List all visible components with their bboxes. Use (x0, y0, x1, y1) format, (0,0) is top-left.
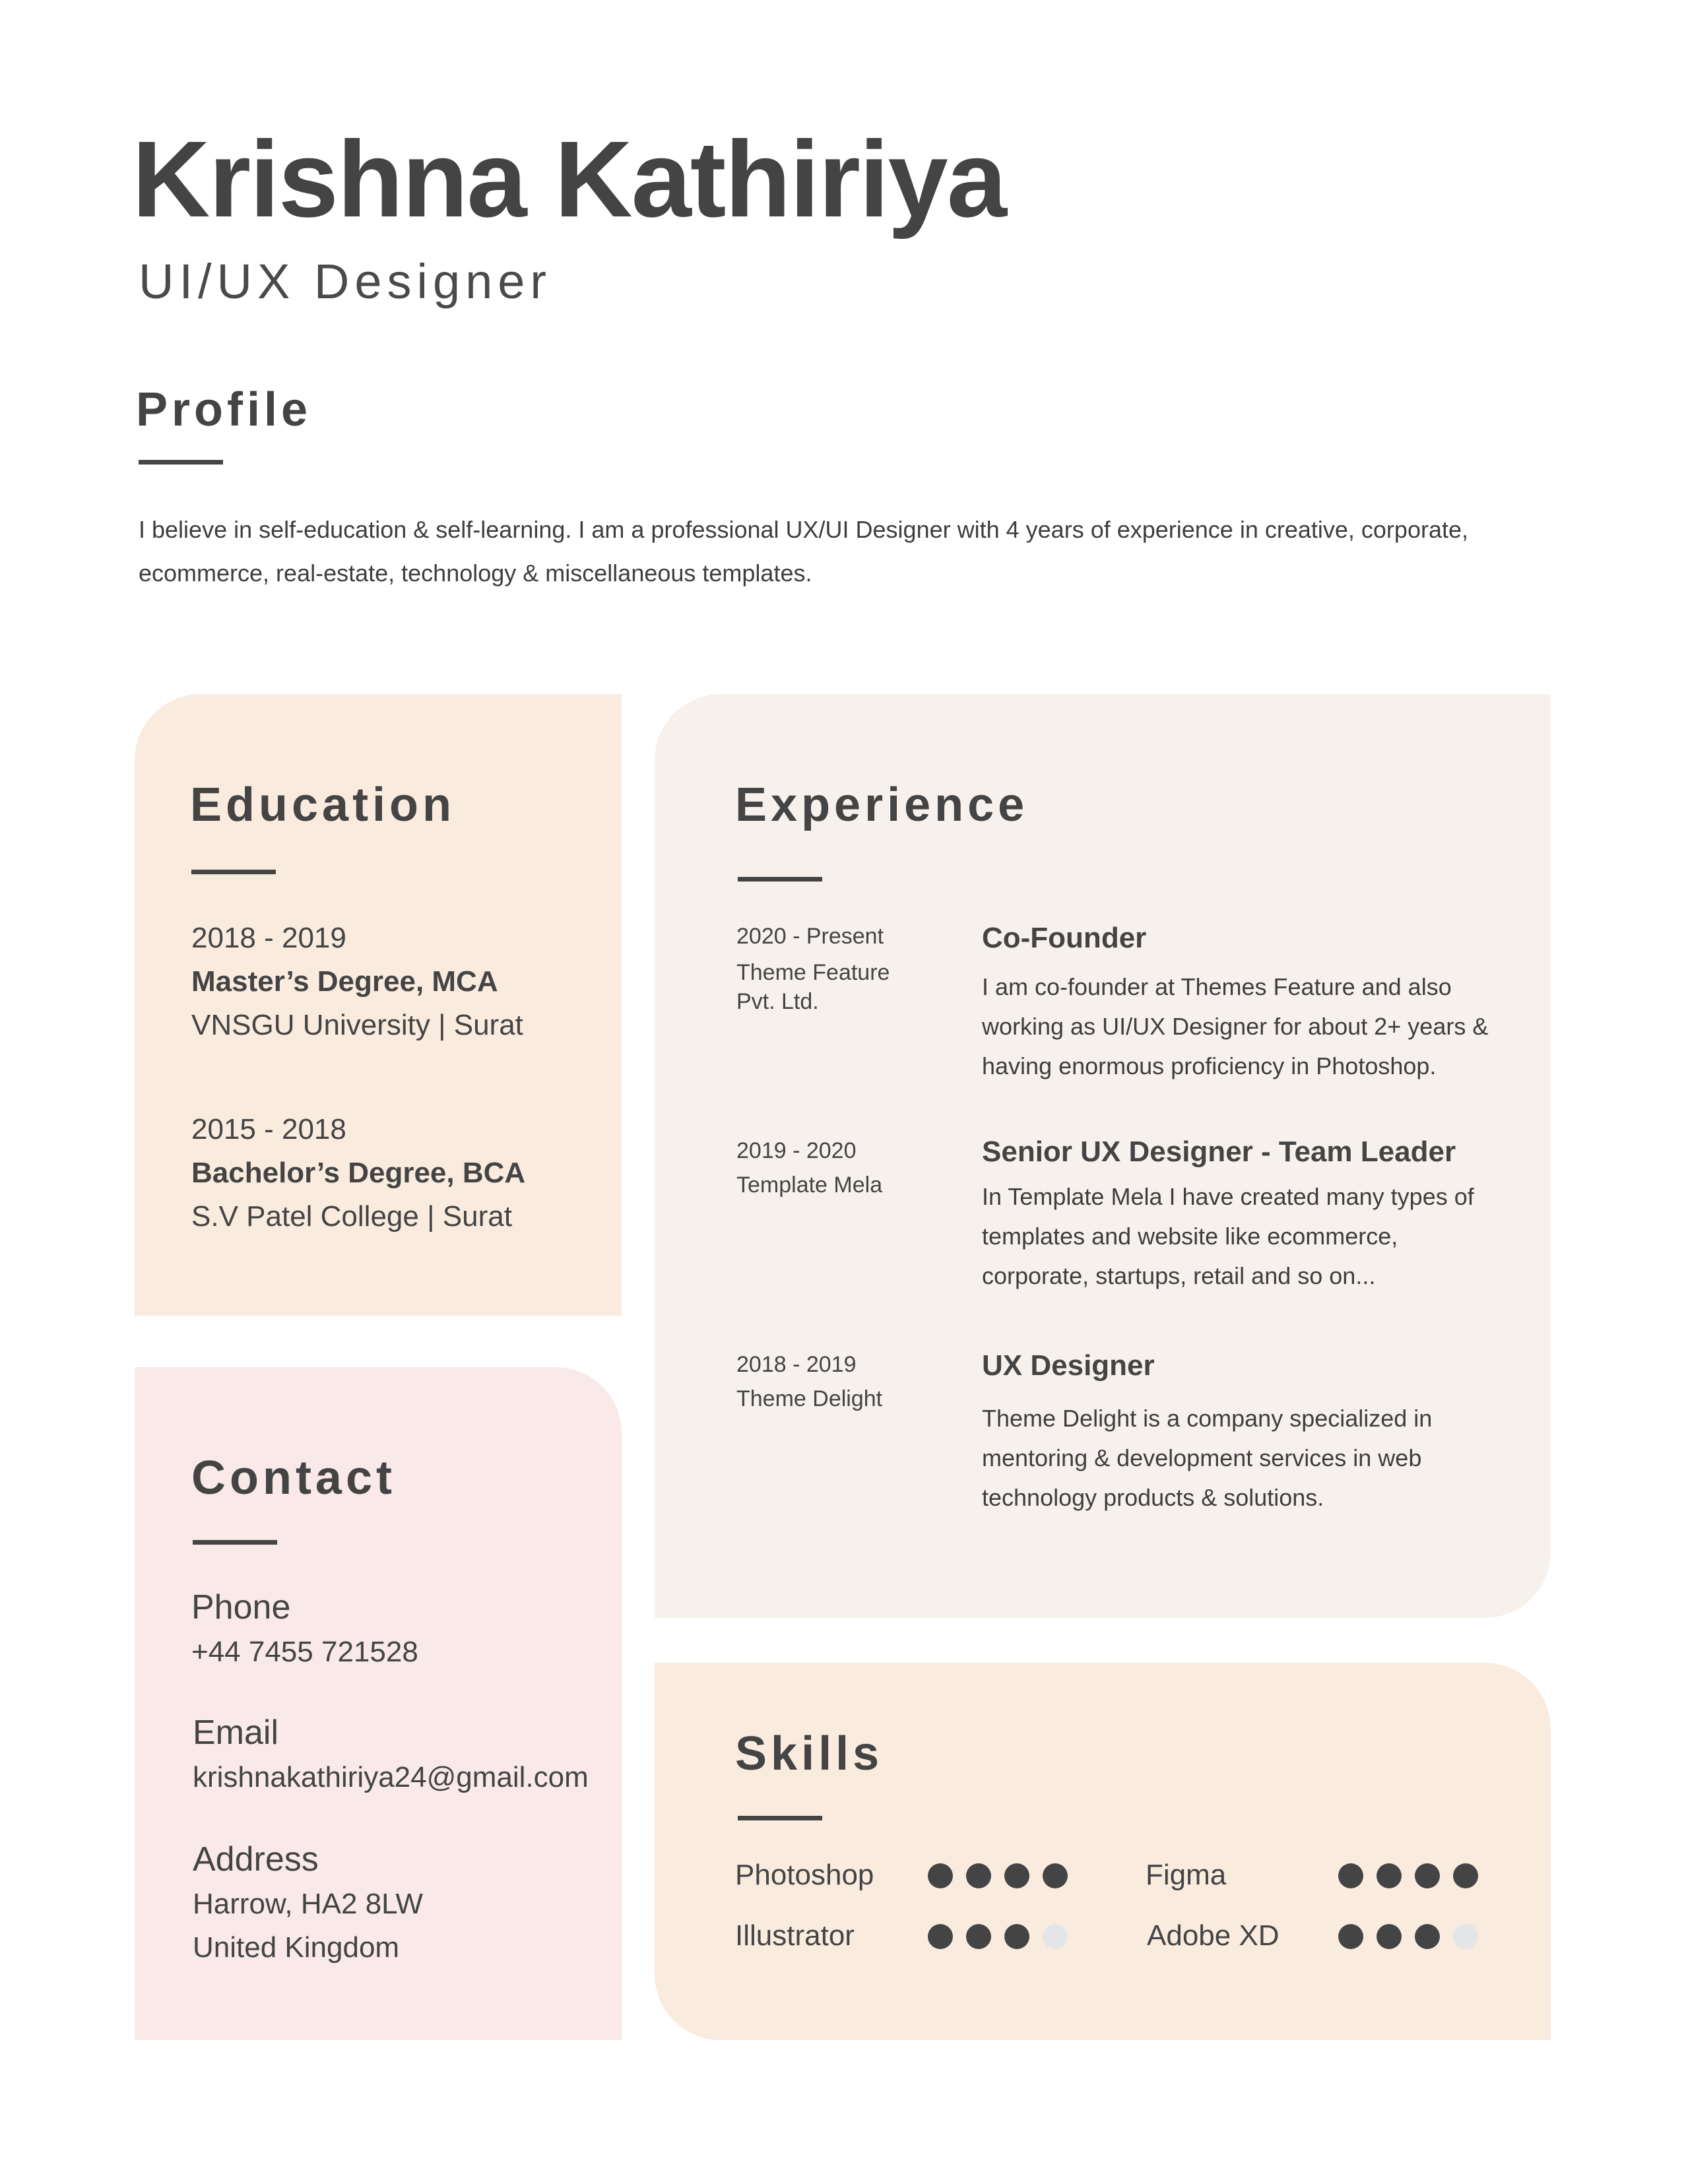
skill-name: Figma (1146, 1859, 1227, 1891)
education-degree: Bachelor’s Degree, BCA (191, 1157, 526, 1189)
rating-dot-filled (1004, 1863, 1029, 1888)
skill-rating (1338, 1924, 1490, 1950)
skill-rating (928, 1924, 1080, 1950)
rating-dot-filled (1043, 1863, 1068, 1888)
rating-dot-filled (928, 1863, 953, 1888)
rating-dot-empty (1043, 1924, 1068, 1949)
experience-panel (655, 694, 1551, 1618)
phone-value[interactable]: +44 7455 721528 (191, 1636, 418, 1668)
education-institution: VNSGU University | Surat (191, 1009, 523, 1041)
experience-divider (738, 877, 822, 882)
experience-company: Template Mela (736, 1172, 883, 1198)
rating-dot-filled (1377, 1924, 1402, 1949)
experience-role: Senior UX Designer - Team Leader (982, 1136, 1456, 1168)
contact-panel (135, 1367, 622, 2040)
experience-role: UX Designer (982, 1349, 1155, 1382)
experience-description: In Template Mela I have created many types of templates and website like ecommerce, corporate, startups, retail and so on... (982, 1183, 1474, 1289)
rating-dot-filled (928, 1924, 953, 1949)
rating-dot-filled (1453, 1863, 1478, 1888)
skill-rating (928, 1863, 1080, 1890)
experience-dates: 2019 - 2020 (736, 1138, 857, 1163)
education-degree: Master’s Degree, MCA (191, 965, 498, 998)
contact-divider (193, 1540, 277, 1545)
candidate-name: Krishna Kathiriya (132, 119, 1006, 240)
candidate-role: UI/UX Designer (139, 254, 552, 309)
skill-name: Adobe XD (1147, 1919, 1280, 1952)
education-years: 2018 - 2019 (191, 922, 346, 954)
rating-dot-empty (1453, 1924, 1478, 1949)
rating-dot-filled (1415, 1924, 1440, 1949)
education-institution: S.V Patel College | Surat (191, 1200, 512, 1233)
skill-name: Illustrator (735, 1919, 855, 1952)
rating-dot-filled (1338, 1863, 1363, 1888)
address-line-2: United Kingdom (193, 1931, 400, 1964)
experience-description: I am co-founder at Themes Feature and also working as UI/UX Designer for about 2+ years & having enormous proficiency in Photoshop. (982, 973, 1489, 1079)
skills-panel (655, 1663, 1551, 2040)
address-line-1: Harrow, HA2 8LW (193, 1888, 423, 1920)
experience-dates: 2020 - Present (736, 924, 884, 949)
education-divider (191, 870, 276, 874)
email-label: Email (193, 1714, 279, 1752)
rating-dot-filled (966, 1863, 991, 1888)
rating-dot-filled (1415, 1863, 1440, 1888)
education-years: 2015 - 2018 (191, 1113, 346, 1145)
rating-dot-filled (1004, 1924, 1029, 1949)
experience-company: Theme Delight (736, 1386, 883, 1411)
experience-dates: 2018 - 2019 (736, 1352, 857, 1377)
address-label: Address (193, 1840, 319, 1879)
education-heading: Education (190, 779, 456, 831)
rating-dot-filled (1377, 1863, 1402, 1888)
profile-divider (139, 460, 223, 465)
contact-heading: Contact (191, 1452, 396, 1504)
experience-company: Theme Feature Pvt. Ltd. (736, 960, 890, 1014)
email-value[interactable]: krishnakathiriya24@gmail.com (193, 1761, 589, 1793)
rating-dot-filled (966, 1924, 991, 1949)
experience-role: Co-Founder (982, 922, 1147, 954)
profile-text: I believe in self-education & self-learning. I am a professional UX/UI Designer with 4 years of experience in creative, corporate, ecommerce, real-estate, technology & miscellaneous templates. (139, 516, 1468, 587)
skills-heading: Skills (735, 1727, 884, 1780)
skill-name: Photoshop (735, 1859, 874, 1891)
experience-description: Theme Delight is a company specialized in mentoring & development services in web technology products & solutions. (982, 1405, 1433, 1511)
education-panel (135, 694, 622, 1316)
phone-label: Phone (191, 1588, 291, 1626)
rating-dot-filled (1338, 1924, 1363, 1949)
skills-divider (738, 1816, 822, 1820)
experience-heading: Experience (735, 779, 1029, 831)
profile-heading: Profile (136, 383, 312, 436)
skill-rating (1338, 1863, 1490, 1890)
